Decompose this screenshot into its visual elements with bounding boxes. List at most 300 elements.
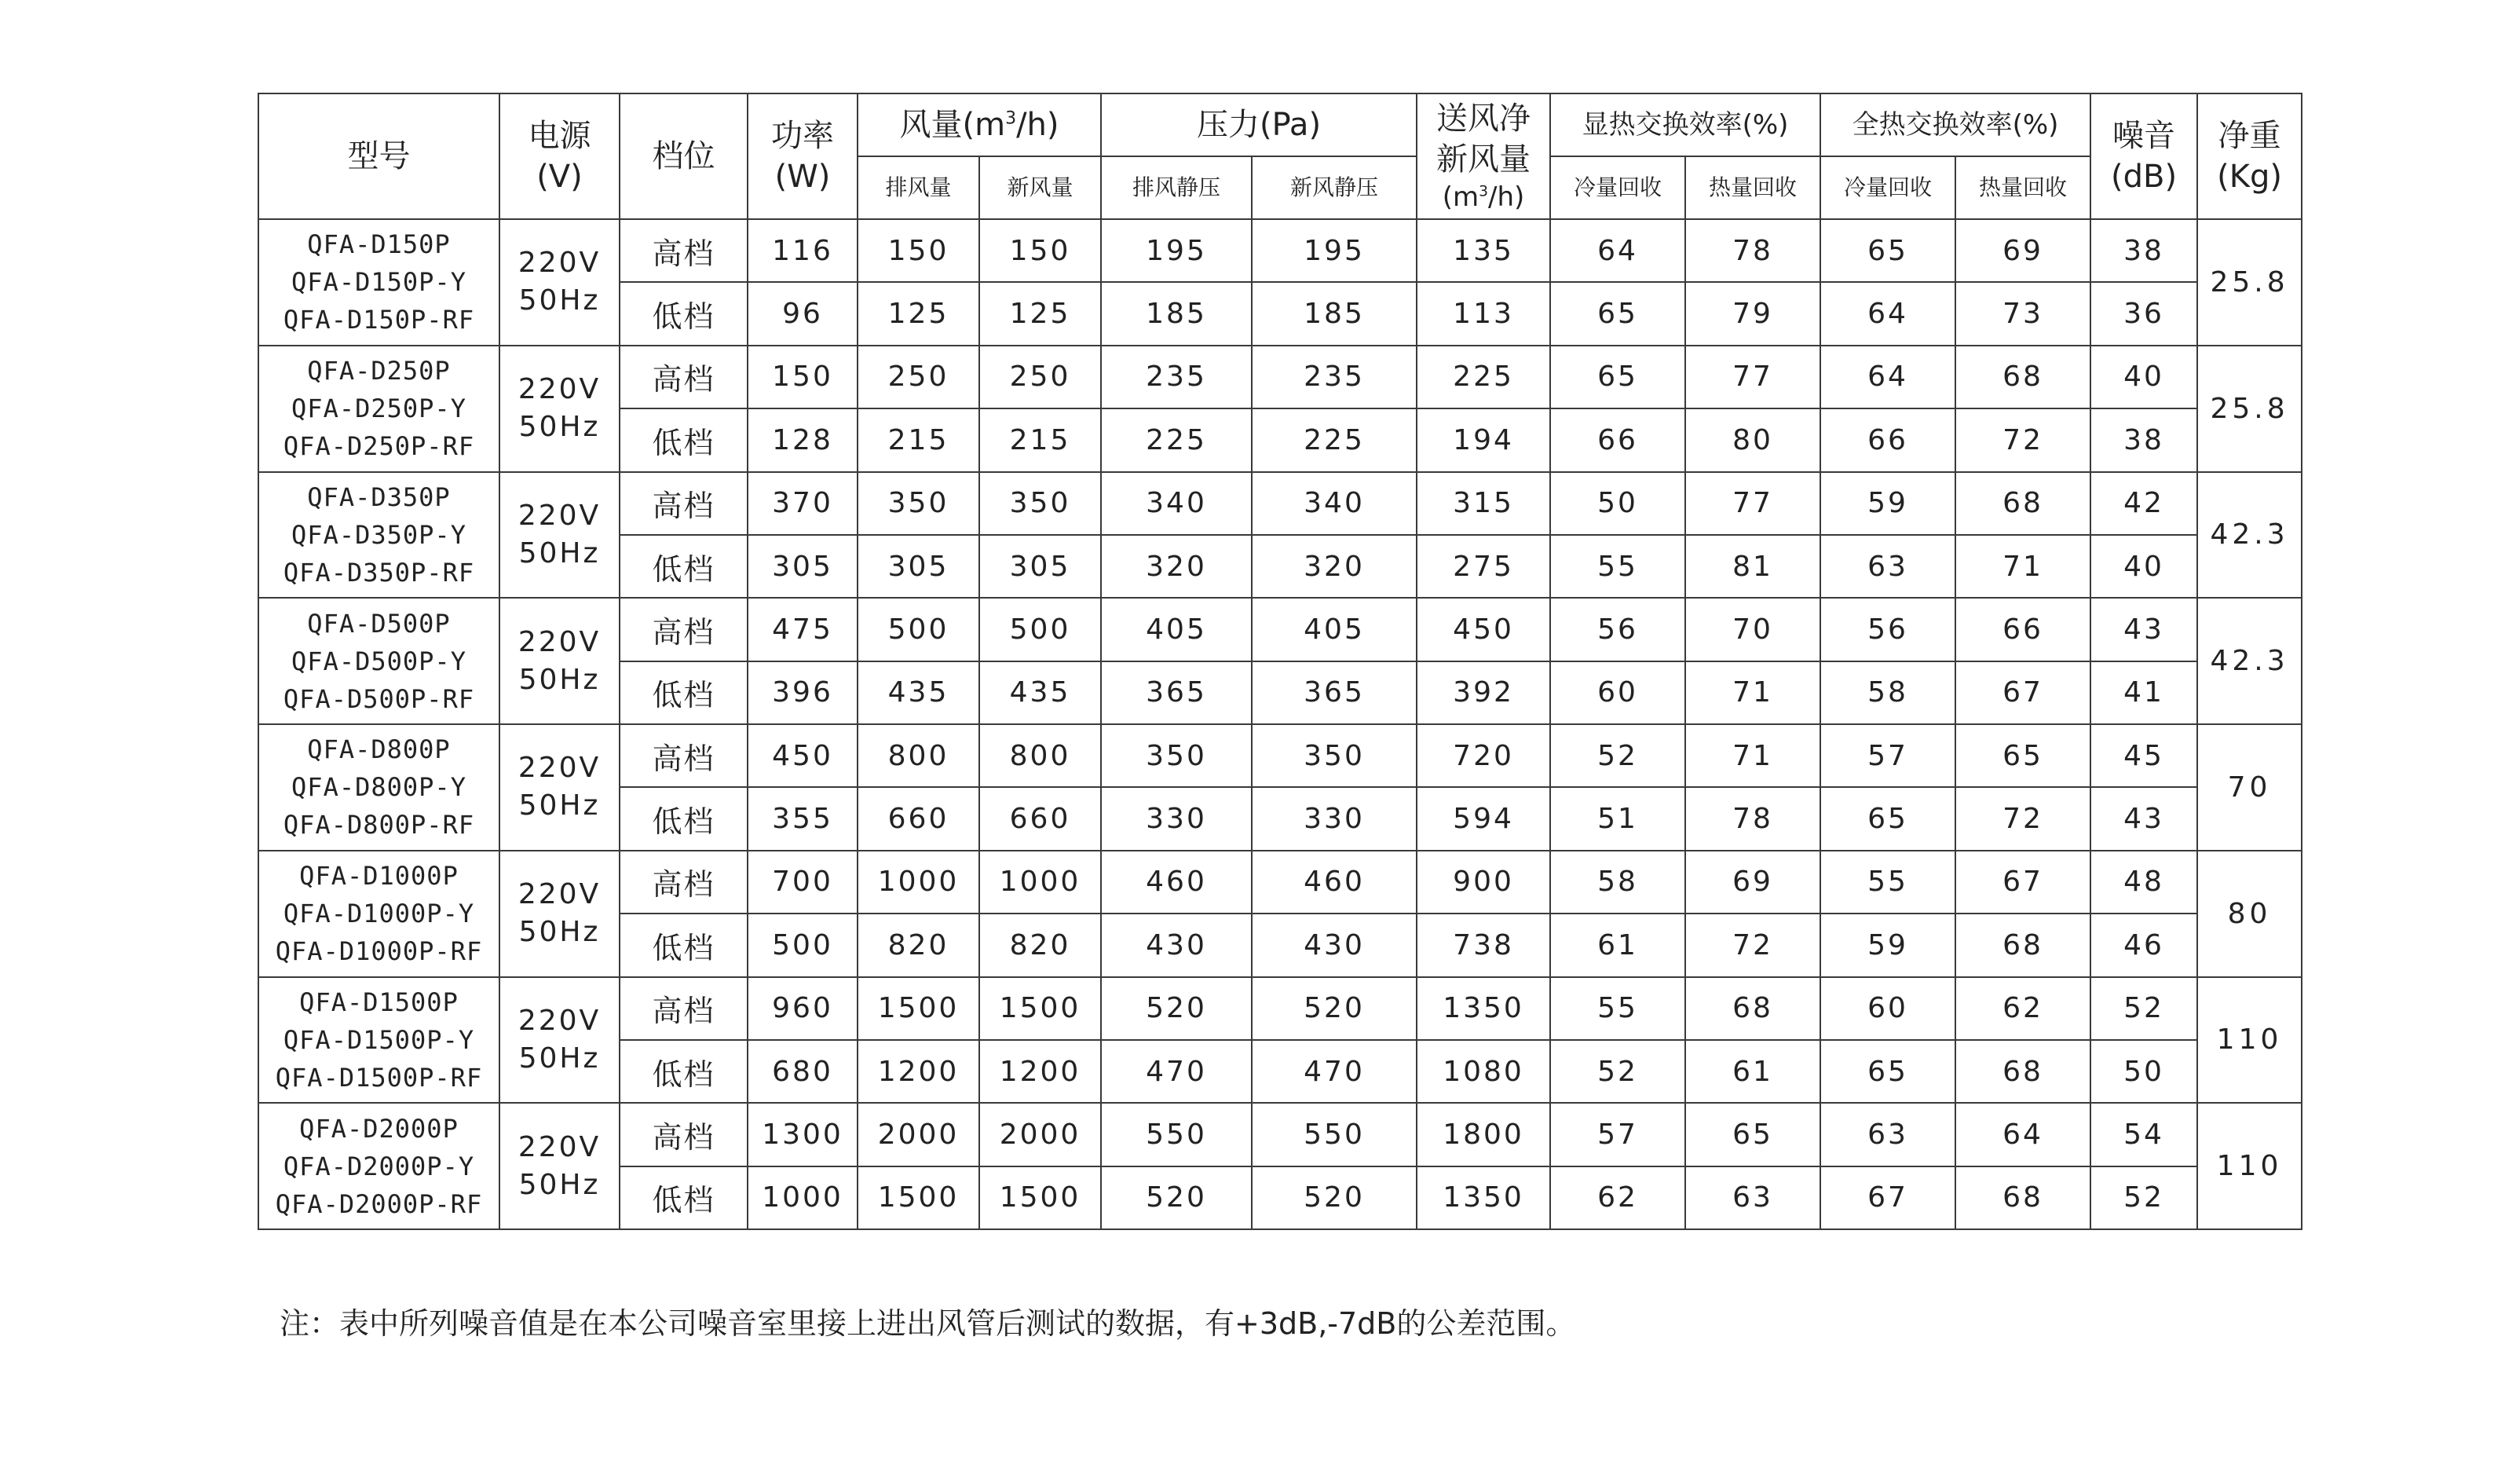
sensible-heat-cell: 61 — [1685, 1040, 1820, 1103]
model-names-cell — [258, 346, 499, 472]
header-noise — [2090, 93, 2197, 219]
header-power-unit: (W) — [774, 159, 831, 195]
header-sensible-heat-label: 热量回收 — [1709, 174, 1798, 200]
header-noise-label: 噪音 — [2112, 118, 2176, 154]
fresh-airflow-cell: 250 — [979, 346, 1101, 408]
exhaust-pressure-cell: 365 — [1101, 661, 1252, 724]
power-supply-value: 220V — [518, 247, 602, 280]
header-exhaust-airflow — [858, 156, 979, 219]
power-supply-value: 220V — [518, 1130, 602, 1163]
total-cooling-cell: 64 — [1820, 282, 1955, 345]
fresh-airflow-cell: 1500 — [979, 977, 1101, 1040]
header-model-label: 型号 — [347, 138, 411, 174]
exhaust-pressure-cell: 470 — [1101, 1040, 1252, 1103]
total-cooling-cell: 67 — [1820, 1166, 1955, 1229]
noise-cell: 43 — [2090, 787, 2197, 850]
fresh-pressure-cell: 320 — [1252, 535, 1417, 598]
sensible-cooling-cell: 58 — [1550, 851, 1685, 914]
sensible-cooling-cell: 60 — [1550, 661, 1685, 724]
noise-cell: 52 — [2090, 1166, 2197, 1229]
net-supply-cell: 720 — [1417, 724, 1550, 787]
model-name: QFA-D2000P-RF — [275, 1188, 483, 1219]
power-cell: 680 — [748, 1040, 858, 1103]
total-cooling-cell: 64 — [1820, 346, 1955, 408]
gear-cell: 低档 — [620, 1166, 748, 1229]
power-cell: 355 — [748, 787, 858, 850]
header-airflow-unit: /h) — [1016, 107, 1059, 143]
fresh-pressure-cell: 470 — [1252, 1040, 1417, 1103]
noise-cell: 50 — [2090, 1040, 2197, 1103]
header-power-supply-label: 电源 — [528, 118, 591, 154]
total-heat-cell: 67 — [1955, 661, 2090, 724]
fresh-pressure-cell: 405 — [1252, 598, 1417, 661]
header-total-cooling-recovery — [1820, 156, 1955, 219]
sensible-heat-cell: 68 — [1685, 977, 1820, 1040]
gear-cell: 低档 — [620, 1040, 748, 1103]
sensible-heat-cell: 63 — [1685, 1166, 1820, 1229]
header-total-cooling-label: 冷量回收 — [1844, 174, 1933, 200]
model-name: QFA-D350P-Y — [291, 519, 466, 550]
net-supply-cell: 738 — [1417, 914, 1550, 976]
net-supply-cell: 900 — [1417, 851, 1550, 914]
header-total-eff-label: 全热交换效率(%) — [1852, 109, 2059, 141]
gear-cell: 高档 — [620, 977, 748, 1040]
header-sensible-cooling-label: 冷量回收 — [1574, 174, 1662, 200]
power-supply-cell — [499, 1103, 620, 1229]
total-heat-cell: 66 — [1955, 598, 2090, 661]
gear-cell: 高档 — [620, 724, 748, 787]
header-net-supply-line1: 送风净 — [1436, 101, 1531, 137]
exhaust-airflow-cell: 215 — [858, 408, 979, 471]
total-heat-cell: 69 — [1955, 219, 2090, 282]
total-cooling-cell: 65 — [1820, 219, 1955, 282]
gear-cell: 低档 — [620, 661, 748, 724]
header-pressure-label: 压力(Pa) — [1197, 107, 1322, 143]
fresh-pressure-cell: 235 — [1252, 346, 1417, 408]
header-net-supply-line2: 新风量 — [1436, 141, 1531, 178]
header-power-label: 功率 — [771, 118, 834, 154]
sensible-heat-cell: 65 — [1685, 1103, 1820, 1166]
exhaust-airflow-cell: 1500 — [858, 977, 979, 1040]
power-supply-cell — [499, 724, 620, 851]
model-name: QFA-D250P-RF — [283, 431, 475, 462]
header-net-weight-unit: (Kg) — [2217, 159, 2282, 195]
spec-table — [258, 93, 2302, 1230]
header-fresh-airflow — [979, 156, 1101, 219]
header-sensible-eff — [1550, 93, 1820, 156]
fresh-airflow-cell: 1000 — [979, 851, 1101, 914]
sensible-cooling-cell: 64 — [1550, 219, 1685, 282]
model-name: QFA-D250P — [307, 356, 451, 386]
header-total-heat-label: 热量回收 — [1979, 174, 2068, 200]
model-names-cell — [258, 598, 499, 724]
noise-cell: 43 — [2090, 598, 2197, 661]
model-names-cell — [258, 1103, 499, 1229]
header-net-weight-label: 净重 — [2218, 118, 2281, 154]
net-supply-cell: 135 — [1417, 219, 1550, 282]
exhaust-pressure-cell: 195 — [1101, 219, 1252, 282]
table-row — [258, 598, 2302, 661]
power-supply-value: 220V — [518, 499, 602, 532]
exhaust-airflow-cell: 125 — [858, 282, 979, 345]
sensible-heat-cell: 69 — [1685, 851, 1820, 914]
sensible-cooling-cell: 56 — [1550, 598, 1685, 661]
table-row — [258, 472, 2302, 535]
total-cooling-cell: 65 — [1820, 1040, 1955, 1103]
fresh-airflow-cell: 305 — [979, 535, 1101, 598]
total-heat-cell: 68 — [1955, 1040, 2090, 1103]
fresh-airflow-cell: 660 — [979, 787, 1101, 850]
total-cooling-cell: 56 — [1820, 598, 1955, 661]
net-weight-cell: 25.8 — [2197, 346, 2302, 472]
model-names-cell — [258, 219, 499, 346]
power-supply-cell — [499, 346, 620, 472]
power-cell: 128 — [748, 408, 858, 471]
header-airflow-label: 风量(m — [899, 107, 1006, 143]
sensible-cooling-cell: 52 — [1550, 1040, 1685, 1103]
exhaust-pressure-cell: 550 — [1101, 1103, 1252, 1166]
sensible-heat-cell: 71 — [1685, 724, 1820, 787]
gear-cell: 高档 — [620, 851, 748, 914]
exhaust-pressure-cell: 405 — [1101, 598, 1252, 661]
exhaust-pressure-cell: 330 — [1101, 787, 1252, 850]
power-supply-value: 50Hz — [518, 916, 601, 949]
power-supply-value: 220V — [518, 373, 602, 406]
model-name: QFA-D1500P-Y — [283, 1024, 475, 1055]
net-supply-cell: 225 — [1417, 346, 1550, 408]
fresh-airflow-cell: 1500 — [979, 1166, 1101, 1229]
header-power-supply — [499, 93, 620, 219]
total-cooling-cell: 63 — [1820, 535, 1955, 598]
noise-cell: 42 — [2090, 472, 2197, 535]
sensible-cooling-cell: 50 — [1550, 472, 1685, 535]
exhaust-airflow-cell: 435 — [858, 661, 979, 724]
fresh-pressure-cell: 550 — [1252, 1103, 1417, 1166]
exhaust-airflow-cell: 1200 — [858, 1040, 979, 1103]
gear-cell: 高档 — [620, 598, 748, 661]
header-exhaust-airflow-label: 排风量 — [885, 174, 952, 200]
sensible-cooling-cell: 65 — [1550, 346, 1685, 408]
fresh-pressure-cell: 350 — [1252, 724, 1417, 787]
header-pressure — [1101, 93, 1417, 156]
model-name: QFA-D350P — [307, 482, 451, 512]
gear-cell: 高档 — [620, 1103, 748, 1166]
net-weight-cell: 42.3 — [2197, 472, 2302, 599]
power-cell: 96 — [748, 282, 858, 345]
fresh-airflow-cell: 435 — [979, 661, 1101, 724]
total-heat-cell: 68 — [1955, 346, 2090, 408]
exhaust-pressure-cell: 460 — [1101, 851, 1252, 914]
fresh-pressure-cell: 460 — [1252, 851, 1417, 914]
model-names-cell — [258, 724, 499, 851]
model-names-cell — [258, 851, 499, 977]
fresh-pressure-cell: 225 — [1252, 408, 1417, 471]
header-sensible-cooling-recovery — [1550, 156, 1685, 219]
total-heat-cell: 73 — [1955, 282, 2090, 345]
power-cell: 116 — [748, 219, 858, 282]
noise-cell: 36 — [2090, 282, 2197, 345]
exhaust-airflow-cell: 1000 — [858, 851, 979, 914]
model-name: QFA-D350P-RF — [283, 557, 475, 588]
model-name: QFA-D800P-RF — [283, 810, 475, 840]
net-supply-cell: 113 — [1417, 282, 1550, 345]
total-heat-cell: 72 — [1955, 408, 2090, 471]
exhaust-airflow-cell: 500 — [858, 598, 979, 661]
sensible-heat-cell: 79 — [1685, 282, 1820, 345]
fresh-airflow-cell: 1200 — [979, 1040, 1101, 1103]
model-name: QFA-D500P-Y — [291, 646, 466, 676]
power-cell: 700 — [748, 851, 858, 914]
exhaust-airflow-cell: 150 — [858, 219, 979, 282]
noise-cell: 48 — [2090, 851, 2197, 914]
sensible-cooling-cell: 62 — [1550, 1166, 1685, 1229]
total-heat-cell: 64 — [1955, 1103, 2090, 1166]
net-weight-cell: 110 — [2197, 977, 2302, 1104]
total-heat-cell: 65 — [1955, 724, 2090, 787]
sensible-cooling-cell: 55 — [1550, 535, 1685, 598]
header-gear-label: 档位 — [652, 138, 715, 174]
noise-cell: 38 — [2090, 219, 2197, 282]
power-cell: 450 — [748, 724, 858, 787]
header-row-1 — [258, 93, 2302, 156]
fresh-pressure-cell: 340 — [1252, 472, 1417, 535]
power-supply-cell — [499, 977, 620, 1104]
total-cooling-cell: 58 — [1820, 661, 1955, 724]
noise-cell: 40 — [2090, 346, 2197, 408]
power-supply-value: 50Hz — [518, 411, 601, 444]
gear-cell: 低档 — [620, 787, 748, 850]
net-supply-cell: 275 — [1417, 535, 1550, 598]
net-supply-cell: 315 — [1417, 472, 1550, 535]
fresh-airflow-cell: 500 — [979, 598, 1101, 661]
fresh-airflow-cell: 125 — [979, 282, 1101, 345]
model-names-cell — [258, 472, 499, 599]
power-supply-value: 50Hz — [518, 1042, 601, 1075]
sensible-heat-cell: 77 — [1685, 472, 1820, 535]
header-model — [258, 93, 499, 219]
total-cooling-cell: 63 — [1820, 1103, 1955, 1166]
footnote: 注：表中所列噪音值是在本公司噪音室里接上进出风管后测试的数据，有+3dB,-7dB的公差范围。 — [280, 1306, 1576, 1341]
fresh-airflow-cell: 350 — [979, 472, 1101, 535]
power-cell: 475 — [748, 598, 858, 661]
power-supply-value: 50Hz — [518, 284, 601, 317]
power-supply-cell — [499, 598, 620, 724]
header-noise-unit: (dB) — [2111, 159, 2178, 195]
net-weight-cell: 80 — [2197, 851, 2302, 977]
power-cell: 150 — [748, 346, 858, 408]
sensible-cooling-cell: 55 — [1550, 977, 1685, 1040]
net-supply-cell: 1800 — [1417, 1103, 1550, 1166]
power-cell: 500 — [748, 914, 858, 976]
total-heat-cell: 72 — [1955, 787, 2090, 850]
fresh-pressure-cell: 195 — [1252, 219, 1417, 282]
net-supply-cell: 1350 — [1417, 1166, 1550, 1229]
exhaust-pressure-cell: 225 — [1101, 408, 1252, 471]
fresh-airflow-cell: 150 — [979, 219, 1101, 282]
sensible-heat-cell: 78 — [1685, 787, 1820, 850]
table-row — [258, 219, 2302, 282]
net-supply-cell: 1080 — [1417, 1040, 1550, 1103]
header-net-supply-unit — [1417, 180, 1549, 214]
exhaust-airflow-cell: 820 — [858, 914, 979, 976]
total-cooling-cell: 55 — [1820, 851, 1955, 914]
gear-cell: 高档 — [620, 346, 748, 408]
header-net-supply-exponent: 3 — [1479, 183, 1489, 200]
exhaust-pressure-cell: 340 — [1101, 472, 1252, 535]
header-net-supply — [1417, 93, 1550, 219]
noise-cell: 40 — [2090, 535, 2197, 598]
model-name: QFA-D1000P-RF — [275, 936, 483, 967]
header-net-supply-unit-pre: (m — [1442, 181, 1479, 213]
fresh-pressure-cell: 430 — [1252, 914, 1417, 976]
total-cooling-cell: 66 — [1820, 408, 1955, 471]
gear-cell: 低档 — [620, 914, 748, 976]
net-supply-cell: 450 — [1417, 598, 1550, 661]
net-supply-cell: 194 — [1417, 408, 1550, 471]
gear-cell: 高档 — [620, 472, 748, 535]
model-name: QFA-D500P — [307, 608, 451, 639]
header-fresh-static-pressure — [1252, 156, 1417, 219]
fresh-airflow-cell: 800 — [979, 724, 1101, 787]
fresh-airflow-cell: 215 — [979, 408, 1101, 471]
fresh-pressure-cell: 185 — [1252, 282, 1417, 345]
model-names-cell — [258, 977, 499, 1104]
model-name: QFA-D1000P-Y — [283, 899, 475, 929]
header-airflow — [858, 93, 1101, 156]
gear-cell: 高档 — [620, 219, 748, 282]
table-row — [258, 1103, 2302, 1166]
net-weight-cell: 25.8 — [2197, 219, 2302, 346]
power-supply-value: 220V — [518, 752, 602, 785]
fresh-pressure-cell: 330 — [1252, 787, 1417, 850]
fresh-pressure-cell: 520 — [1252, 1166, 1417, 1229]
total-cooling-cell: 60 — [1820, 977, 1955, 1040]
model-name: QFA-D150P — [307, 229, 451, 260]
fresh-airflow-cell: 2000 — [979, 1103, 1101, 1166]
power-cell: 1000 — [748, 1166, 858, 1229]
header-exhaust-static-pressure-label: 排风静压 — [1132, 174, 1221, 200]
table-row — [258, 851, 2302, 914]
total-heat-cell: 68 — [1955, 914, 2090, 976]
net-supply-cell: 1350 — [1417, 977, 1550, 1040]
noise-cell: 54 — [2090, 1103, 2197, 1166]
model-name: QFA-D500P-RF — [283, 683, 475, 714]
sensible-heat-cell: 80 — [1685, 408, 1820, 471]
exhaust-airflow-cell: 1500 — [858, 1166, 979, 1229]
exhaust-pressure-cell: 320 — [1101, 535, 1252, 598]
total-cooling-cell: 59 — [1820, 914, 1955, 976]
sensible-heat-cell: 81 — [1685, 535, 1820, 598]
total-heat-cell: 67 — [1955, 851, 2090, 914]
header-total-heat-recovery — [1955, 156, 2090, 219]
fresh-airflow-cell: 820 — [979, 914, 1101, 976]
noise-cell: 45 — [2090, 724, 2197, 787]
sensible-cooling-cell: 66 — [1550, 408, 1685, 471]
sensible-cooling-cell: 61 — [1550, 914, 1685, 976]
power-supply-value: 50Hz — [518, 1168, 601, 1201]
model-name: QFA-D1500P-RF — [275, 1062, 483, 1093]
header-total-eff — [1820, 93, 2090, 156]
exhaust-airflow-cell: 350 — [858, 472, 979, 535]
model-name: QFA-D1000P — [299, 861, 459, 892]
noise-cell: 52 — [2090, 977, 2197, 1040]
exhaust-pressure-cell: 430 — [1101, 914, 1252, 976]
sensible-heat-cell: 77 — [1685, 346, 1820, 408]
header-fresh-airflow-label: 新风量 — [1007, 174, 1073, 200]
model-name: QFA-D2000P-Y — [283, 1151, 475, 1181]
power-supply-cell — [499, 472, 620, 599]
model-name: QFA-D2000P — [299, 1113, 459, 1144]
power-cell: 396 — [748, 661, 858, 724]
model-name: QFA-D800P-Y — [291, 772, 466, 803]
exhaust-pressure-cell: 520 — [1101, 1166, 1252, 1229]
net-supply-cell: 594 — [1417, 787, 1550, 850]
gear-cell: 低档 — [620, 408, 748, 471]
exhaust-airflow-cell: 660 — [858, 787, 979, 850]
header-net-weight — [2197, 93, 2302, 219]
gear-cell: 低档 — [620, 282, 748, 345]
total-cooling-cell: 65 — [1820, 787, 1955, 850]
sensible-cooling-cell: 52 — [1550, 724, 1685, 787]
header-net-supply-unit-post: /h) — [1488, 181, 1525, 213]
gear-cell: 低档 — [620, 535, 748, 598]
sensible-heat-cell: 71 — [1685, 661, 1820, 724]
total-heat-cell: 71 — [1955, 535, 2090, 598]
net-weight-cell: 42.3 — [2197, 598, 2302, 724]
header-airflow-exponent: 3 — [1005, 108, 1017, 129]
total-cooling-cell: 57 — [1820, 724, 1955, 787]
header-gear — [620, 93, 748, 219]
table-row — [258, 346, 2302, 408]
power-supply-value: 50Hz — [518, 789, 601, 822]
power-supply-value: 220V — [518, 625, 602, 658]
noise-cell: 38 — [2090, 408, 2197, 471]
sensible-heat-cell: 72 — [1685, 914, 1820, 976]
header-power — [748, 93, 858, 219]
exhaust-airflow-cell: 800 — [858, 724, 979, 787]
exhaust-airflow-cell: 250 — [858, 346, 979, 408]
net-weight-cell: 110 — [2197, 1103, 2302, 1229]
power-supply-value: 50Hz — [518, 536, 601, 569]
fresh-pressure-cell: 365 — [1252, 661, 1417, 724]
sensible-cooling-cell: 51 — [1550, 787, 1685, 850]
header-exhaust-static-pressure — [1101, 156, 1252, 219]
table-row — [258, 977, 2302, 1040]
header-power-supply-unit: (V) — [536, 159, 583, 195]
net-weight-cell: 70 — [2197, 724, 2302, 851]
power-supply-cell — [499, 219, 620, 346]
noise-cell: 46 — [2090, 914, 2197, 976]
exhaust-airflow-cell: 305 — [858, 535, 979, 598]
fresh-pressure-cell: 520 — [1252, 977, 1417, 1040]
power-cell: 1300 — [748, 1103, 858, 1166]
power-cell: 960 — [748, 977, 858, 1040]
sensible-heat-cell: 78 — [1685, 219, 1820, 282]
net-supply-cell: 392 — [1417, 661, 1550, 724]
power-supply-value: 220V — [518, 878, 602, 911]
table-row — [258, 724, 2302, 787]
model-name: QFA-D250P-Y — [291, 394, 466, 424]
spec-table-body — [258, 219, 2302, 1229]
exhaust-pressure-cell: 520 — [1101, 977, 1252, 1040]
sensible-heat-cell: 70 — [1685, 598, 1820, 661]
total-heat-cell: 68 — [1955, 1166, 2090, 1229]
power-supply-value: 50Hz — [518, 663, 601, 696]
total-cooling-cell: 59 — [1820, 472, 1955, 535]
exhaust-pressure-cell: 350 — [1101, 724, 1252, 787]
power-cell: 370 — [748, 472, 858, 535]
model-name: QFA-D1500P — [299, 987, 459, 1017]
